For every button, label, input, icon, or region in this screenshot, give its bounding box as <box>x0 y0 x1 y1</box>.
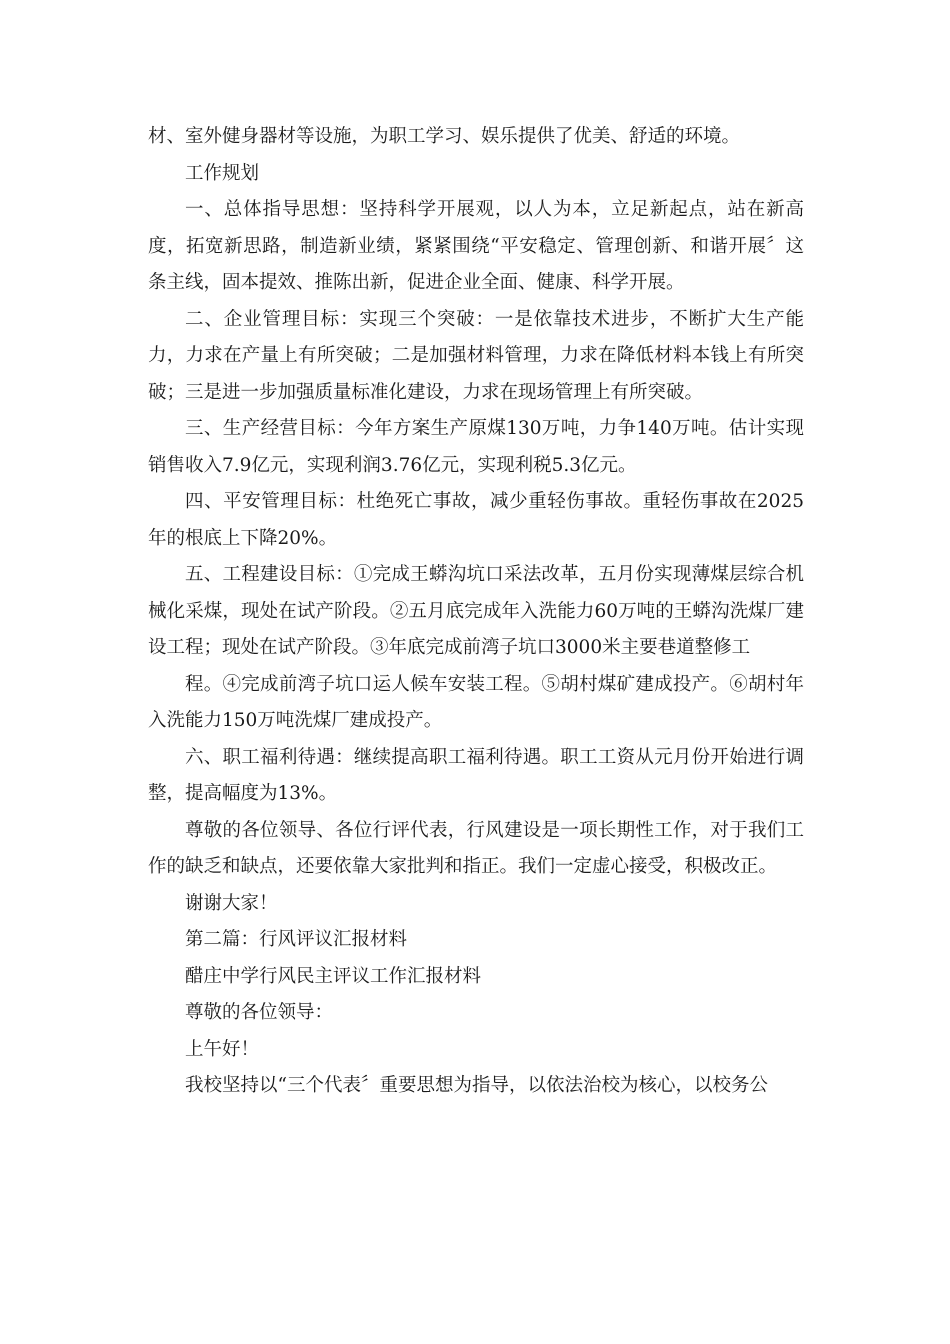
paragraph-safety-goal: 四、平安管理目标：杜绝死亡事故，减少重轻伤事故。重轻伤事故在2025年的根底上下降20%。 <box>148 491 804 549</box>
paragraph-guiding-idea: 一、总体指导思想：坚持科学开展观，以人为本，立足新起点，站在新高度，拓宽新思路，制造新业绩，紧紧围绕“平安稳定、管理创新、和谐开展〞这条主线，固本提效、推陈出新，促进企业全面、健康、科学开展。 <box>148 199 804 293</box>
paragraph-continuation: 材、室外健身器材等设施，为职工学习、娱乐提供了优美、舒适的环境。 <box>148 126 741 147</box>
section-heading-work-plan: 工作规划 <box>185 162 260 184</box>
paragraph-project-goal-continued: 程。④完成前湾子坑口运人候车安装工程。⑤胡村煤矿建成投产。⑥胡村年入洗能力150万吨洗煤厂建成投产。 <box>148 673 804 731</box>
section-heading-part-two: 第二篇：行风评议汇报材料 <box>185 929 408 950</box>
greeting: 上午好！ <box>185 1038 260 1060</box>
paragraph-closing-remarks: 尊敬的各位领导、各位行评代表，行风建设是一项长期性工作，对于我们工作的缺乏和缺点，还要依靠大家批判和指正。我们一定虚心接受，积极改正。 <box>148 819 804 877</box>
report-title: 醋庄中学行风民主评议工作汇报材料 <box>185 965 482 987</box>
paragraph-thanks: 谢谢大家！ <box>185 892 278 914</box>
salutation: 尊敬的各位领导： <box>185 1002 334 1023</box>
paragraph-production-goal: 三、生产经营目标：今年方案生产原煤130万吨，力争140万吨。估计实现销售收入7.9亿元，实现利润3.76亿元，实现利税5.3亿元。 <box>148 418 804 476</box>
paragraph-school-intro: 我校坚持以“三个代表〞重要思想为指导，以依法治校为核心，以校务公 <box>185 1075 768 1096</box>
paragraph-welfare: 六、职工福利待遇：继续提高职工福利待遇。职工工资从元月份开始进行调整，提高幅度为13%。 <box>148 746 804 804</box>
document-body <box>148 119 804 1105</box>
paragraph-project-goal: 五、工程建设目标：①完成王蟒沟坑口采法改革，五月份实现薄煤层综合机械化采煤，现处在试产阶段。②五月底完成年入洗能力60万吨的王蟒沟洗煤厂建设工程；现处在试产阶段。③年底完成前湾子坑口3000米主要巷道整修工 <box>148 564 804 658</box>
paragraph-management-goal: 二、企业管理目标：实现三个突破：一是依靠技术进步，不断扩大生产能力，力求在产量上有所突破；二是加强材料管理，力求在降低材料本钱上有所突破；三是进一步加强质量标准化建设，力求在现场管理上有所突破。 <box>148 308 804 403</box>
